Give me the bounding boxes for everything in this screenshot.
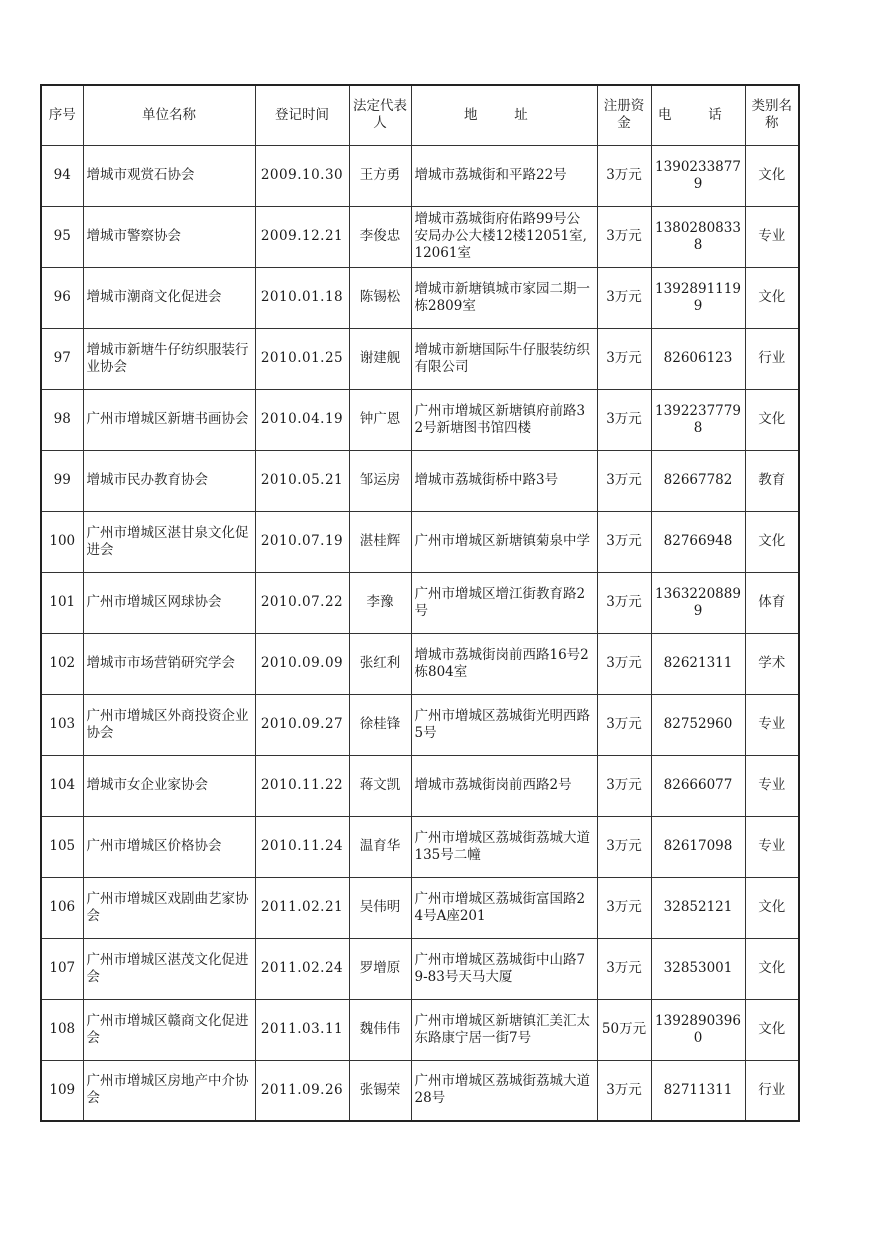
header-seq: 序号 [41, 85, 83, 145]
cell-capital: 3万元 [597, 816, 651, 877]
cell-capital: 3万元 [597, 633, 651, 694]
cell-seq: 100 [41, 511, 83, 572]
cell-rep: 湛桂辉 [349, 511, 411, 572]
cell-rep: 王方勇 [349, 145, 411, 206]
cell-phone: 82711311 [651, 1060, 745, 1121]
table-row [41, 816, 799, 877]
cell-capital: 3万元 [597, 145, 651, 206]
cell-phone: 13902338779 [651, 145, 745, 206]
table-body [41, 145, 799, 1121]
cell-phone: 82606123 [651, 328, 745, 389]
cell-date: 2009.12.21 [255, 206, 349, 267]
cell-name: 增城市市场营销研究学会 [83, 633, 255, 694]
cell-date: 2011.02.24 [255, 938, 349, 999]
cell-name: 增城市民办教育协会 [83, 450, 255, 511]
table-row [41, 145, 799, 206]
cell-capital: 3万元 [597, 1060, 651, 1121]
cell-seq: 103 [41, 694, 83, 755]
cell-phone: 82617098 [651, 816, 745, 877]
cell-capital: 3万元 [597, 877, 651, 938]
table-row [41, 389, 799, 450]
cell-capital: 3万元 [597, 572, 651, 633]
cell-seq: 94 [41, 145, 83, 206]
cell-capital: 3万元 [597, 328, 651, 389]
cell-seq: 95 [41, 206, 83, 267]
cell-category: 文化 [745, 999, 799, 1060]
cell-phone: 32853001 [651, 938, 745, 999]
cell-seq: 98 [41, 389, 83, 450]
cell-address: 广州市增城区新塘镇菊泉中学 [411, 511, 597, 572]
table-row [41, 694, 799, 755]
header-row [41, 85, 799, 145]
cell-name: 广州市增城区湛茂文化促进会 [83, 938, 255, 999]
table-row [41, 999, 799, 1060]
header-date: 登记时间 [255, 85, 349, 145]
cell-category: 文化 [745, 511, 799, 572]
cell-capital: 3万元 [597, 267, 651, 328]
table-row [41, 328, 799, 389]
header-category: 类别名称 [745, 85, 799, 145]
cell-seq: 107 [41, 938, 83, 999]
cell-address: 增城市荔城街府佑路99号公安局办公大楼12楼12051室,12061室 [411, 206, 597, 267]
cell-seq: 109 [41, 1060, 83, 1121]
cell-category: 文化 [745, 145, 799, 206]
cell-seq: 106 [41, 877, 83, 938]
cell-address: 广州市增城区增江街教育路2号 [411, 572, 597, 633]
cell-category: 教育 [745, 450, 799, 511]
cell-address: 增城市荔城街岗前西路16号2栋804室 [411, 633, 597, 694]
cell-seq: 97 [41, 328, 83, 389]
cell-name: 广州市增城区外商投资企业协会 [83, 694, 255, 755]
cell-category: 专业 [745, 816, 799, 877]
header-address: 地 址 [411, 85, 597, 145]
cell-date: 2010.09.27 [255, 694, 349, 755]
cell-rep: 李俊忠 [349, 206, 411, 267]
cell-name: 增城市观赏石协会 [83, 145, 255, 206]
cell-phone: 82667782 [651, 450, 745, 511]
cell-seq: 101 [41, 572, 83, 633]
cell-capital: 3万元 [597, 206, 651, 267]
cell-name: 广州市增城区新塘书画协会 [83, 389, 255, 450]
cell-category: 文化 [745, 267, 799, 328]
cell-seq: 108 [41, 999, 83, 1060]
cell-address: 广州市增城区荔城街富国路24号A座201 [411, 877, 597, 938]
cell-seq: 96 [41, 267, 83, 328]
cell-category: 行业 [745, 328, 799, 389]
cell-date: 2010.09.09 [255, 633, 349, 694]
cell-rep: 谢建舰 [349, 328, 411, 389]
cell-name: 广州市增城区湛甘泉文化促进会 [83, 511, 255, 572]
cell-rep: 陈锡松 [349, 267, 411, 328]
cell-phone: 82766948 [651, 511, 745, 572]
cell-date: 2011.09.26 [255, 1060, 349, 1121]
cell-category: 体育 [745, 572, 799, 633]
cell-phone: 13632208899 [651, 572, 745, 633]
cell-rep: 邹运房 [349, 450, 411, 511]
table-row [41, 877, 799, 938]
cell-capital: 3万元 [597, 755, 651, 816]
cell-rep: 钟广恩 [349, 389, 411, 450]
cell-date: 2010.11.24 [255, 816, 349, 877]
cell-date: 2011.02.21 [255, 877, 349, 938]
cell-category: 专业 [745, 694, 799, 755]
cell-category: 文化 [745, 877, 799, 938]
cell-phone: 13928903960 [651, 999, 745, 1060]
cell-rep: 罗增原 [349, 938, 411, 999]
table-row [41, 633, 799, 694]
cell-phone: 32852121 [651, 877, 745, 938]
cell-rep: 李豫 [349, 572, 411, 633]
cell-phone: 82621311 [651, 633, 745, 694]
cell-name: 增城市潮商文化促进会 [83, 267, 255, 328]
cell-seq: 99 [41, 450, 83, 511]
cell-capital: 50万元 [597, 999, 651, 1060]
cell-category: 专业 [745, 755, 799, 816]
cell-rep: 吴伟明 [349, 877, 411, 938]
cell-seq: 104 [41, 755, 83, 816]
cell-category: 专业 [745, 206, 799, 267]
header-name: 单位名称 [83, 85, 255, 145]
cell-category: 文化 [745, 938, 799, 999]
cell-capital: 3万元 [597, 511, 651, 572]
table-row [41, 206, 799, 267]
table-row [41, 1060, 799, 1121]
cell-address: 广州市增城区荔城街荔城大道135号二幢 [411, 816, 597, 877]
cell-rep: 张锡荣 [349, 1060, 411, 1121]
cell-rep: 徐桂锋 [349, 694, 411, 755]
cell-date: 2010.11.22 [255, 755, 349, 816]
cell-date: 2010.04.19 [255, 389, 349, 450]
cell-name: 增城市警察协会 [83, 206, 255, 267]
cell-phone: 82752960 [651, 694, 745, 755]
cell-capital: 3万元 [597, 389, 651, 450]
cell-date: 2010.07.19 [255, 511, 349, 572]
header-rep: 法定代表人 [349, 85, 411, 145]
table-row [41, 511, 799, 572]
cell-capital: 3万元 [597, 694, 651, 755]
header-capital: 注册资金 [597, 85, 651, 145]
cell-date: 2011.03.11 [255, 999, 349, 1060]
cell-seq: 102 [41, 633, 83, 694]
cell-date: 2010.01.18 [255, 267, 349, 328]
cell-name: 增城市女企业家协会 [83, 755, 255, 816]
cell-phone: 13928911199 [651, 267, 745, 328]
cell-address: 广州市增城区荔城街光明西路5号 [411, 694, 597, 755]
cell-name: 广州市增城区房地产中介协会 [83, 1060, 255, 1121]
cell-date: 2009.10.30 [255, 145, 349, 206]
cell-category: 文化 [745, 389, 799, 450]
cell-address: 增城市荔城街桥中路3号 [411, 450, 597, 511]
cell-name: 广州市增城区网球协会 [83, 572, 255, 633]
table-row [41, 450, 799, 511]
cell-name: 广州市增城区赣商文化促进会 [83, 999, 255, 1060]
cell-address: 广州市增城区新塘镇府前路32号新塘图书馆四楼 [411, 389, 597, 450]
cell-name: 广州市增城区价格协会 [83, 816, 255, 877]
cell-phone: 13802808338 [651, 206, 745, 267]
cell-seq: 105 [41, 816, 83, 877]
table-row [41, 938, 799, 999]
cell-rep: 张红利 [349, 633, 411, 694]
cell-date: 2010.01.25 [255, 328, 349, 389]
cell-category: 学术 [745, 633, 799, 694]
table-row [41, 572, 799, 633]
table-row [41, 267, 799, 328]
table-row [41, 755, 799, 816]
cell-date: 2010.05.21 [255, 450, 349, 511]
cell-rep: 蒋文凯 [349, 755, 411, 816]
cell-address: 广州市增城区新塘镇汇美汇太东路康宁居一街7号 [411, 999, 597, 1060]
cell-phone: 82666077 [651, 755, 745, 816]
header-phone: 电 话 [651, 85, 745, 145]
cell-name: 广州市增城区戏剧曲艺家协会 [83, 877, 255, 938]
cell-date: 2010.07.22 [255, 572, 349, 633]
cell-address: 广州市增城区荔城街中山路79-83号天马大厦 [411, 938, 597, 999]
cell-address: 增城市新塘镇城市家园二期一栋2809室 [411, 267, 597, 328]
cell-phone: 13922377798 [651, 389, 745, 450]
cell-category: 行业 [745, 1060, 799, 1121]
cell-capital: 3万元 [597, 938, 651, 999]
cell-rep: 温育华 [349, 816, 411, 877]
cell-name: 增城市新塘牛仔纺织服装行业协会 [83, 328, 255, 389]
cell-rep: 魏伟伟 [349, 999, 411, 1060]
cell-address: 广州市增城区荔城街荔城大道28号 [411, 1060, 597, 1121]
cell-address: 增城市荔城街岗前西路2号 [411, 755, 597, 816]
cell-address: 增城市荔城街和平路22号 [411, 145, 597, 206]
cell-address: 增城市新塘国际牛仔服装纺织有限公司 [411, 328, 597, 389]
registry-table [40, 84, 800, 1122]
cell-capital: 3万元 [597, 450, 651, 511]
